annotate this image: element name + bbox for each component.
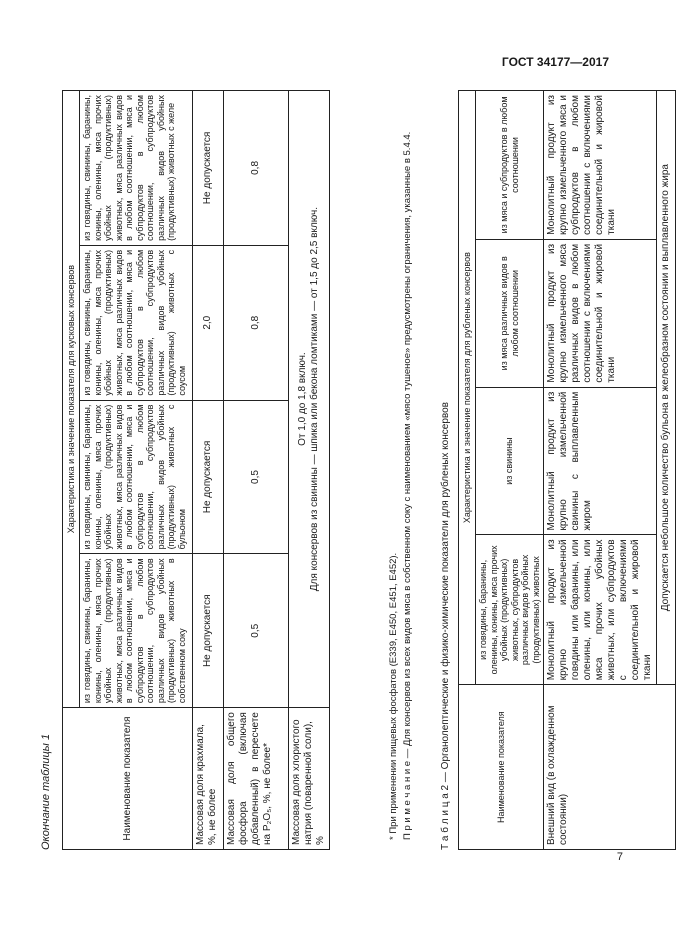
table-row (193, 91, 224, 850)
row-phosphorus-c4: 0,8 (224, 91, 289, 246)
row-appearance-c1: Монолитный продукт из крупно измельченной говядины или баранины, или оленины, или конины, или мяса прочих убойных животных, или субпродуктов с включениями соединительной и жировой ткани (544, 535, 657, 685)
row-starch-c4: Не допускается (193, 91, 224, 246)
row-appearance-c3: Монолитный продукт из крупно измельченного мяса различных видов в любом соотношении с включениями соединительной и жировой ткани (544, 239, 657, 387)
table2-col-1: из говядины, баранины, оленины, конины, мяса прочих убойных (продуктивных) животных, субпродуктов различных видов убойных (продуктивных) животных (476, 535, 544, 685)
row-salt-name: Массовая доля хлористого натрия (поваренной соли), % (289, 708, 330, 850)
table2 (458, 90, 676, 850)
table1 (62, 90, 330, 850)
table2-group-header-row (459, 91, 476, 850)
table2-col-3: из мяса различных видов в любом соотношении (476, 239, 544, 387)
table1-col-1: из говядины, свинины, баранины, конины, оленины, мяса прочих убойных (продуктивных) животных, мяса различных видов в любом соотношении, мяса и субпродуктов в любом соотношении, субпродуктов различных видов убойных (продуктивных) животных в собственном соку (80, 554, 193, 708)
row-salt-merged2: Для консервов из свинины — шпика или бекона ломтиками — от 1,5 до 2,5 включ. (309, 206, 320, 592)
table1-continuation-label: Окончание таблицы 1 (40, 733, 52, 850)
row-phosphorus-c2: 0,5 (224, 400, 289, 554)
table-row (544, 91, 657, 850)
table2-col-2: из свинины (476, 387, 544, 535)
row-appearance-name: Внешний вид (в охлажденном состоянии) (544, 685, 676, 850)
row-starch-name: Массовая доля крахмала, %, не более (193, 708, 224, 850)
row-appearance-c4: Монолитный продукт из крупно измельченного мяса и субпродуктов в любом соотношении с включениями соединительной и жировой ткани (544, 91, 657, 240)
row-phosphorus-name: Массовая доля общего фосфора (включая добавленный) в пересчете на P₂O₅, %, не более* (224, 708, 289, 850)
page-number: 7 (616, 851, 623, 863)
row-appearance-merged: Допускается небольшое количество бульона в желеобразном состоянии и выплавленного жира (657, 91, 676, 685)
table1-col-name: Наименование показателя (63, 708, 193, 850)
row-starch-c1: Не допускается (193, 554, 224, 708)
row-starch-c3: 2,0 (193, 245, 224, 400)
table2-col-name: Наименование показателя (459, 685, 544, 850)
row-salt-values (289, 91, 330, 708)
table-row (224, 91, 289, 850)
table1-col-2: из говядины, свинины, баранины, конины, оленины, мяса прочих убойных (продуктивных) животных, мяса различных видов в любом соотношении, мяса и субпродуктов в любом соотношении, субпродуктов различных видов убойных (продуктивных) животных с бульоном (80, 400, 193, 554)
table-row (289, 91, 330, 850)
table1-group-header-row (63, 91, 80, 850)
table1-col-3: из говядины, свинины, баранины, конины, оленины, мяса прочих убойных (продуктивных) животных, мяса различных видов в любом соотношении, мяса и субпродуктов в любом соотношении, субпродуктов различных видов убойных (продуктивных) животных с соусом (80, 245, 193, 400)
row-phosphorus-c3: 0,8 (224, 245, 289, 400)
table2-caption: Т а б л и ц а 2 — Органолептические и физико-химические показатели для рубленых консервов (440, 402, 451, 850)
row-starch-c2: Не допускается (193, 400, 224, 554)
row-phosphorus-c1: 0,5 (224, 554, 289, 708)
rotated-page-content (40, 60, 671, 850)
table2-col-4: из мяса и субпродуктов в любом соотношении (476, 91, 544, 240)
standard-number: ГОСТ 34177—2017 (501, 55, 609, 69)
row-appearance-c2: Монолитный продукт из крупно измельченной свинины с выплавленным жиром (544, 387, 657, 535)
row-salt-merged: От 1,0 до 1,8 включ. (297, 352, 308, 446)
table2-group-header: Характеристика и значение показателя для рубленых консервов (459, 91, 476, 685)
table1-group-header: Характеристика и значение показателя для кусковых консервов (63, 91, 80, 708)
table1-col-4: из говядины, свинины, баранины, конины, оленины, мяса прочих убойных (продуктивных) животных, мяса различных видов в любом соотношении, мяса и субпродуктов в любом соотношении, субпродуктов различных видов убойных (продуктивных) животных с желе (80, 91, 193, 246)
table1-footnote: * При применении пищевых фосфатов (Е339, Е450, Е451, Е452). (388, 552, 399, 840)
table1-note: П р и м е ч а н и е — Для консервов из всех видов мяса в собственном соку с наименованием «мясо тушеное» предусмотрены ограничения, указанные в 5.4.4. (402, 131, 413, 840)
